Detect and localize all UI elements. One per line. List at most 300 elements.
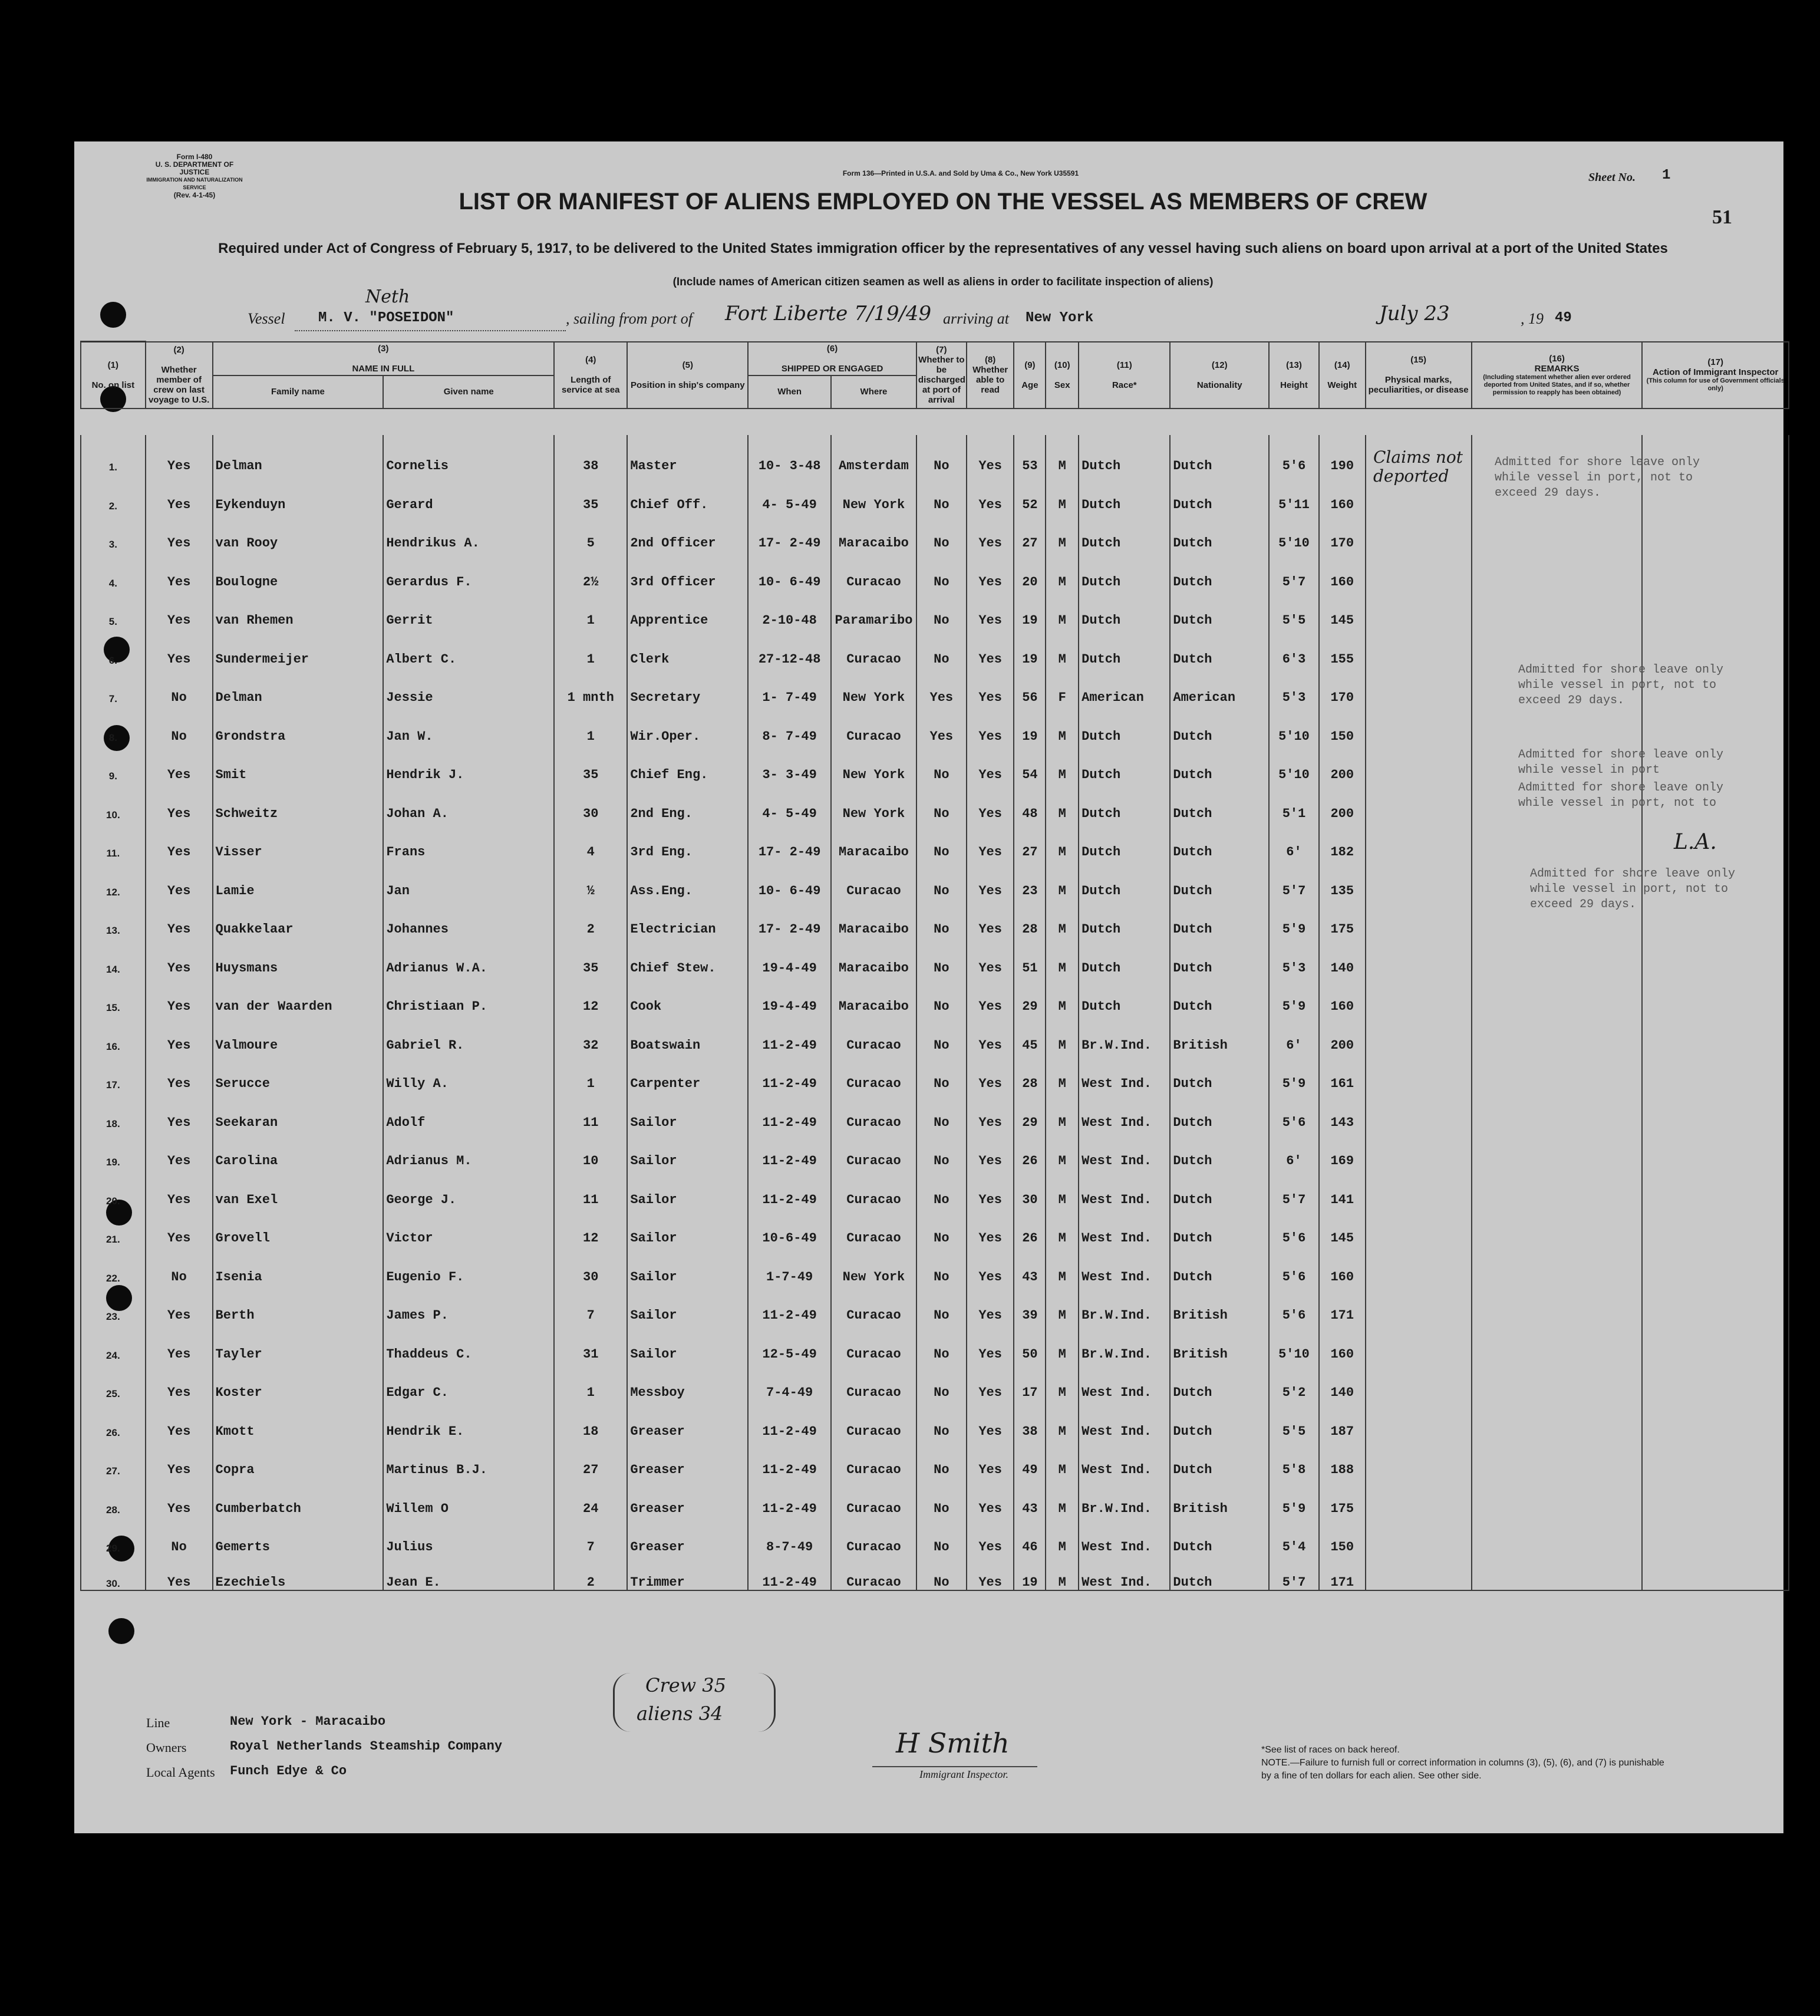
action-cell <box>1642 512 1789 551</box>
owners-value: Royal Netherlands Steamship Company <box>230 1739 503 1754</box>
height: 5'6 <box>1269 1246 1319 1284</box>
table-row <box>81 1053 1789 1092</box>
sex: M <box>1046 1323 1079 1362</box>
family-name: Cumberbatch <box>213 1477 384 1516</box>
physical-cell <box>1366 1323 1472 1362</box>
height: 6' <box>1269 1130 1319 1169</box>
nationality: Dutch <box>1170 473 1269 512</box>
height: 5'8 <box>1269 1439 1319 1478</box>
discharged: No <box>916 1168 967 1207</box>
action-cell <box>1642 628 1789 667</box>
shipped-where: Maracaibo <box>831 821 916 860</box>
races-note: *See list of races on back hereof. <box>1261 1745 1400 1755</box>
given-name: Willy A. <box>383 1053 554 1092</box>
col-read-label: Whether able to read <box>972 365 1008 395</box>
able-to-read: Yes <box>967 1207 1014 1246</box>
table-row <box>81 1362 1789 1401</box>
remarks-cell <box>1472 1168 1643 1207</box>
height: 5'7 <box>1269 859 1319 898</box>
discharged: No <box>916 1207 967 1246</box>
service-length: 12 <box>554 1207 627 1246</box>
race: West Ind. <box>1079 1053 1170 1092</box>
col-sex-label: Sex <box>1054 380 1070 390</box>
sex: M <box>1046 1091 1079 1130</box>
family-name: Seekaran <box>213 1091 384 1130</box>
last-voyage: Yes <box>146 976 213 1014</box>
position: Messboy <box>627 1362 748 1401</box>
weight: 160 <box>1319 551 1366 589</box>
able-to-read: Yes <box>967 1362 1014 1401</box>
remarks-cell <box>1472 1207 1643 1246</box>
given-name: James P. <box>383 1284 554 1323</box>
age: 17 <box>1014 1362 1046 1401</box>
page-number: 51 <box>1712 206 1732 228</box>
row-number: 19. <box>81 1130 146 1169</box>
shipped-where: Curacao <box>831 1014 916 1053</box>
nationality: Dutch <box>1170 898 1269 937</box>
able-to-read: Yes <box>967 937 1014 976</box>
position: Master <box>627 435 748 474</box>
position: Chief Eng. <box>627 744 748 783</box>
race: West Ind. <box>1079 1091 1170 1130</box>
family-name: Boulogne <box>213 551 384 589</box>
col-position-label: Position in ship's company <box>631 380 745 390</box>
discharged: No <box>916 1130 967 1169</box>
row-number: 17. <box>81 1053 146 1092</box>
height: 6' <box>1269 821 1319 860</box>
age: 54 <box>1014 744 1046 783</box>
action-cell <box>1642 1168 1789 1207</box>
age: 43 <box>1014 1246 1046 1284</box>
position: 3rd Eng. <box>627 821 748 860</box>
row-number: 20. <box>81 1168 146 1207</box>
shipped-when: 27-12-48 <box>748 628 831 667</box>
given-name: Adrianus W.A. <box>383 937 554 976</box>
given-name: Albert C. <box>383 628 554 667</box>
weight: 190 <box>1319 435 1366 474</box>
physical-cell <box>1366 898 1472 937</box>
height: 5'9 <box>1269 976 1319 1014</box>
able-to-read: Yes <box>967 1439 1014 1478</box>
shipped-where: Curacao <box>831 551 916 589</box>
remarks-cell <box>1472 551 1643 589</box>
physical-cell <box>1366 744 1472 783</box>
service-length: 2 <box>554 898 627 937</box>
nationality: American <box>1170 667 1269 706</box>
remark-row-1: Admitted for shore leave only while vessel in port, not to exceed 29 days. <box>1495 456 1700 500</box>
remarks-cell <box>1472 1554 1643 1590</box>
nationality: Dutch <box>1170 589 1269 628</box>
nationality: Dutch <box>1170 1168 1269 1207</box>
action-cell <box>1642 1362 1789 1401</box>
col-name-label: NAME IN FULL <box>352 363 415 374</box>
table-row <box>81 1400 1789 1439</box>
position: Ass.Eng. <box>627 859 748 898</box>
height: 5'7 <box>1269 551 1319 589</box>
remarks-cell <box>1472 1130 1643 1169</box>
shipped-when: 1-7-49 <box>748 1246 831 1284</box>
row-number: 10. <box>81 782 146 821</box>
height: 5'1 <box>1269 782 1319 821</box>
sex: M <box>1046 1246 1079 1284</box>
given-name: Hendrik E. <box>383 1400 554 1439</box>
nationality: Dutch <box>1170 1516 1269 1555</box>
sex: M <box>1046 821 1079 860</box>
discharged: No <box>916 1400 967 1439</box>
family-name: Sundermeijer <box>213 628 384 667</box>
age: 19 <box>1014 628 1046 667</box>
col-action <box>1642 342 1789 409</box>
col-physical <box>1366 342 1472 409</box>
family-name: van Rhemen <box>213 589 384 628</box>
sex: M <box>1046 1516 1079 1555</box>
row-number: 13. <box>81 898 146 937</box>
given-name: Martinus B.J. <box>383 1439 554 1478</box>
family-name: Tayler <box>213 1323 384 1362</box>
physical-cell <box>1366 1400 1472 1439</box>
able-to-read: Yes <box>967 898 1014 937</box>
height: 5'9 <box>1269 898 1319 937</box>
given-name: Eugenio F. <box>383 1246 554 1284</box>
remarks-cell <box>1472 512 1643 551</box>
able-to-read: Yes <box>967 628 1014 667</box>
service-length: 1 <box>554 1053 627 1092</box>
form-number: Form I-480 <box>176 153 213 161</box>
shipped-when: 1- 7-49 <box>748 667 831 706</box>
last-voyage: Yes <box>146 628 213 667</box>
remarks-cell <box>1472 1014 1643 1053</box>
age: 48 <box>1014 782 1046 821</box>
shipped-where: Curacao <box>831 1323 916 1362</box>
remarks-cell <box>1472 1439 1643 1478</box>
race: Dutch <box>1079 473 1170 512</box>
table-row <box>81 1439 1789 1478</box>
footer-notes <box>1261 1744 1674 1783</box>
height: 5'10 <box>1269 705 1319 744</box>
family-name: van der Waarden <box>213 976 384 1014</box>
col-last-voyage <box>146 342 213 409</box>
vessel-name: M. V. "POSEIDON" <box>318 310 454 326</box>
height: 5'10 <box>1269 744 1319 783</box>
inspector-initials: L.A. <box>1674 830 1717 854</box>
weight: 155 <box>1319 628 1366 667</box>
given-name: Jean E. <box>383 1554 554 1590</box>
weight: 160 <box>1319 976 1366 1014</box>
nationality: British <box>1170 1014 1269 1053</box>
given-name: Willem O <box>383 1477 554 1516</box>
given-name: Christiaan P. <box>383 976 554 1014</box>
weight: 150 <box>1319 705 1366 744</box>
col-family-name: Family name <box>213 375 384 409</box>
table-row <box>81 589 1789 628</box>
action-cell <box>1642 1130 1789 1169</box>
service-length: 5 <box>554 512 627 551</box>
sex: M <box>1046 1207 1079 1246</box>
age: 53 <box>1014 435 1046 474</box>
shipped-where: Curacao <box>831 1130 916 1169</box>
row-number: 2. <box>81 473 146 512</box>
shipped-when: 10- 6-49 <box>748 551 831 589</box>
service-length: 10 <box>554 1130 627 1169</box>
given-name: Hendrikus A. <box>383 512 554 551</box>
remarks-cell <box>1472 1246 1643 1284</box>
able-to-read: Yes <box>967 667 1014 706</box>
weight: 141 <box>1319 1168 1366 1207</box>
table-row <box>81 1554 1789 1590</box>
col-action-note: (This column for use of Government officials only) <box>1646 377 1785 392</box>
col-nationality-label: Nationality <box>1196 380 1242 390</box>
family-name: Koster <box>213 1362 384 1401</box>
discharged: No <box>916 744 967 783</box>
age: 27 <box>1014 512 1046 551</box>
sex: M <box>1046 976 1079 1014</box>
row-number: 1. <box>81 435 146 474</box>
remarks-cell <box>1472 1284 1643 1323</box>
last-voyage: Yes <box>146 512 213 551</box>
height: 5'9 <box>1269 1053 1319 1092</box>
row-number: 6. <box>81 628 146 667</box>
age: 30 <box>1014 1168 1046 1207</box>
action-cell <box>1642 976 1789 1014</box>
given-name: Victor <box>383 1207 554 1246</box>
weight: 200 <box>1319 744 1366 783</box>
sex: M <box>1046 1439 1079 1478</box>
given-name: Thaddeus C. <box>383 1323 554 1362</box>
able-to-read: Yes <box>967 1400 1014 1439</box>
col-num-15: (15) <box>1410 355 1426 365</box>
sex: M <box>1046 1130 1079 1169</box>
shipped-when: 2-10-48 <box>748 589 831 628</box>
sex: M <box>1046 744 1079 783</box>
discharged: No <box>916 976 967 1014</box>
table-row <box>81 1168 1789 1207</box>
age: 19 <box>1014 705 1046 744</box>
col-sex <box>1046 342 1079 409</box>
nationality: British <box>1170 1477 1269 1516</box>
col-name <box>213 342 555 375</box>
sex: M <box>1046 1400 1079 1439</box>
nationality: British <box>1170 1323 1269 1362</box>
height: 5'6 <box>1269 435 1319 474</box>
able-to-read: Yes <box>967 589 1014 628</box>
position: Carpenter <box>627 1053 748 1092</box>
physical-cell <box>1366 1477 1472 1516</box>
action-cell <box>1642 589 1789 628</box>
row-number: 21. <box>81 1207 146 1246</box>
given-name: Jessie <box>383 667 554 706</box>
shipped-when: 11-2-49 <box>748 1130 831 1169</box>
penalty-note: NOTE.—Failure to furnish full or correct information in columns (3), (5), (6), and (7) is punishable by a fine of ten dollars for each alien. See other side. <box>1261 1758 1664 1781</box>
last-voyage: Yes <box>146 1053 213 1092</box>
row-number: 3. <box>81 512 146 551</box>
race: Dutch <box>1079 937 1170 976</box>
discharged: No <box>916 1053 967 1092</box>
last-voyage: Yes <box>146 1554 213 1590</box>
last-voyage: No <box>146 1516 213 1555</box>
able-to-read: Yes <box>967 744 1014 783</box>
row-number: 24. <box>81 1323 146 1362</box>
service: IMMIGRATION AND NATURALIZATION SERVICE <box>146 177 243 190</box>
table-row <box>81 1130 1789 1169</box>
age: 45 <box>1014 1014 1046 1053</box>
age: 20 <box>1014 551 1046 589</box>
position: Sailor <box>627 1091 748 1130</box>
race: Br.W.Ind. <box>1079 1284 1170 1323</box>
age: 28 <box>1014 898 1046 937</box>
nationality: Dutch <box>1170 512 1269 551</box>
last-voyage: Yes <box>146 1130 213 1169</box>
page-title: LIST OR MANIFEST OF ALIENS EMPLOYED ON THE VESSEL AS MEMBERS OF CREW <box>459 189 1427 215</box>
inspector-signature: H Smith <box>896 1727 1010 1759</box>
weight: 161 <box>1319 1053 1366 1092</box>
able-to-read: Yes <box>967 1053 1014 1092</box>
age: 19 <box>1014 589 1046 628</box>
discharged: No <box>916 1362 967 1401</box>
shipped-where: Curacao <box>831 1439 916 1478</box>
remarks-cell <box>1472 628 1643 667</box>
family-name: Huysmans <box>213 937 384 976</box>
physical-cell <box>1366 1014 1472 1053</box>
family-name: Carolina <box>213 1130 384 1169</box>
shipped-when: 7-4-49 <box>748 1362 831 1401</box>
family-name: van Rooy <box>213 512 384 551</box>
family-name: van Exel <box>213 1168 384 1207</box>
last-voyage: Yes <box>146 859 213 898</box>
remarks-cell <box>1472 1516 1643 1555</box>
shipped-where: Curacao <box>831 1168 916 1207</box>
age: 51 <box>1014 937 1046 976</box>
row-number: 14. <box>81 937 146 976</box>
row-number: 9. <box>81 744 146 783</box>
shipped-when: 8-7-49 <box>748 1516 831 1555</box>
shipped-where: Curacao <box>831 1477 916 1516</box>
table-row <box>81 1207 1789 1246</box>
position: 3rd Officer <box>627 551 748 589</box>
nationality: Dutch <box>1170 1091 1269 1130</box>
position: Clerk <box>627 628 748 667</box>
age: 52 <box>1014 473 1046 512</box>
service-length: 35 <box>554 937 627 976</box>
row-number: 30. <box>81 1554 146 1590</box>
remark-row-9: Admitted for shore leave only while vessel in port, not to <box>1518 781 1724 810</box>
row-number: 29. <box>81 1516 146 1555</box>
race: Dutch <box>1079 512 1170 551</box>
position: Trimmer <box>627 1554 748 1590</box>
sex: M <box>1046 1284 1079 1323</box>
table-row <box>81 1284 1789 1323</box>
race: Br.W.Ind. <box>1079 1014 1170 1053</box>
given-name: Gerardus F. <box>383 551 554 589</box>
row-number: 12. <box>81 859 146 898</box>
table-row <box>81 1477 1789 1516</box>
given-name: Adolf <box>383 1091 554 1130</box>
race: Dutch <box>1079 628 1170 667</box>
family-name: Quakkelaar <box>213 898 384 937</box>
height: 5'6 <box>1269 1091 1319 1130</box>
family-name: Schweitz <box>213 782 384 821</box>
family-name: Berth <box>213 1284 384 1323</box>
race: Br.W.Ind. <box>1079 1323 1170 1362</box>
col-service-label: Length of service at sea <box>562 375 620 395</box>
race: Dutch <box>1079 821 1170 860</box>
age: 28 <box>1014 1053 1046 1092</box>
physical-cell <box>1366 512 1472 551</box>
family-name: Valmoure <box>213 1014 384 1053</box>
discharged: No <box>916 1284 967 1323</box>
family-name: Lamie <box>213 859 384 898</box>
remark-row-6: Admitted for shore leave only while vessel in port, not to exceed 29 days. <box>1518 663 1724 707</box>
family-name: Serucce <box>213 1053 384 1092</box>
sex: M <box>1046 1477 1079 1516</box>
given-name: Frans <box>383 821 554 860</box>
weight: 140 <box>1319 1362 1366 1401</box>
action-cell <box>1642 937 1789 976</box>
sex: M <box>1046 1053 1079 1092</box>
arrival-year: 49 <box>1555 310 1572 326</box>
col-num-1: (1) <box>107 360 119 370</box>
shipped-where: Curacao <box>831 628 916 667</box>
aliens-count: aliens 34 <box>637 1702 723 1725</box>
arrival-date: July 23 <box>1379 302 1450 325</box>
position: Chief Stew. <box>627 937 748 976</box>
shipped-when: 17- 2-49 <box>748 512 831 551</box>
discharged: No <box>916 1477 967 1516</box>
service-length: 38 <box>554 435 627 474</box>
table-row <box>81 551 1789 589</box>
nationality: Dutch <box>1170 551 1269 589</box>
sex: M <box>1046 782 1079 821</box>
physical-cell <box>1366 937 1472 976</box>
able-to-read: Yes <box>967 1284 1014 1323</box>
departure-port: Fort Liberte 7/19/49 <box>725 302 932 325</box>
service-length: 7 <box>554 1284 627 1323</box>
sheet-label: Sheet No. <box>1588 171 1636 184</box>
physical-cell <box>1366 1362 1472 1401</box>
col-num-12: (12) <box>1211 360 1228 370</box>
action-cell <box>1642 1323 1789 1362</box>
col-num-14: (14) <box>1334 360 1350 370</box>
shipped-where: New York <box>831 744 916 783</box>
last-voyage: Yes <box>146 1400 213 1439</box>
col-given-name: Given name <box>383 375 554 409</box>
weight: 160 <box>1319 1323 1366 1362</box>
shipped-where: Paramaribo <box>831 589 916 628</box>
last-voyage: Yes <box>146 782 213 821</box>
remarks-cell <box>1472 821 1643 860</box>
col-remarks-label: REMARKS <box>1534 363 1580 374</box>
sheet-number: 1 <box>1662 167 1671 183</box>
nationality: Dutch <box>1170 628 1269 667</box>
sex: M <box>1046 1554 1079 1590</box>
last-voyage: No <box>146 1246 213 1284</box>
given-name: Gabriel R. <box>383 1014 554 1053</box>
nationality: Dutch <box>1170 435 1269 474</box>
col-position <box>627 342 748 409</box>
position: Secretary <box>627 667 748 706</box>
nationality: Dutch <box>1170 1053 1269 1092</box>
nationality: British <box>1170 1284 1269 1323</box>
vessel-label: Vessel <box>248 310 285 327</box>
service-length: ½ <box>554 859 627 898</box>
line-label: Line <box>146 1715 170 1730</box>
physical-cell <box>1366 667 1472 706</box>
service-length: 1 <box>554 589 627 628</box>
weight: 160 <box>1319 473 1366 512</box>
nationality: Dutch <box>1170 1130 1269 1169</box>
service-length: 27 <box>554 1439 627 1478</box>
action-cell <box>1642 1477 1789 1516</box>
last-voyage: Yes <box>146 937 213 976</box>
